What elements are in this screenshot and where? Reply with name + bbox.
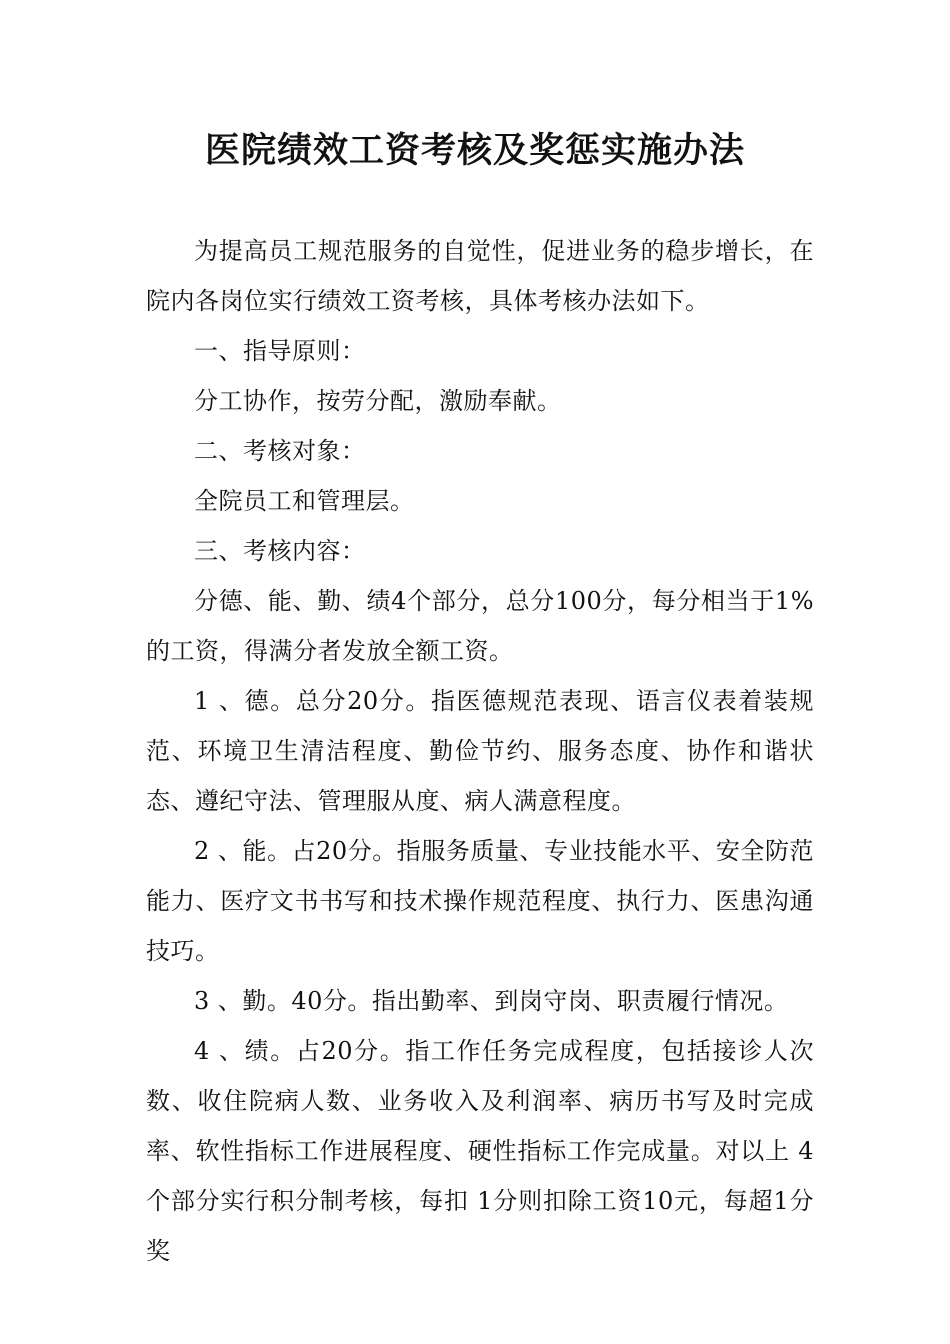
section-heading-content: 三、考核内容： [194, 537, 366, 565]
targets-paragraph: 全院员工和管理层。 [194, 487, 415, 515]
intro-paragraph: 为提高员工规范服务的自觉性，促进业务的稳步增长，在院内各岗位实行绩效工资考核，具体考核办法如下。 [146, 237, 814, 315]
document-body [146, 226, 814, 1276]
document-title: 医院绩效工资考核及奖惩实施办法 [204, 130, 745, 171]
section-heading-principles: 一、指导原则： [194, 337, 366, 365]
item-performance-paragraph: 4 、绩。占20分。指工作任务完成程度，包括接诊人次数、收住院病人数、业务收入及利润率、病历书写及时完成率、软性指标工作进展程度、硬性指标工作完成量。对以上 4个部分实行积分制考核，每扣 1分则扣除工资10元，每超1分奖 [146, 1037, 814, 1265]
item-diligence-paragraph: 3 、勤。40分。指出勤率、到岗守岗、职责履行情况。 [194, 987, 789, 1015]
item-virtue-paragraph: 1 、德。总分20分。指医德规范表现、语言仪表着装规范、环境卫生清洁程度、勤俭节约、服务态度、协作和谐状态、遵纪守法、管理服从度、病人满意程度。 [146, 687, 814, 815]
principles-paragraph: 分工协作，按劳分配，激励奉献。 [194, 387, 562, 415]
content-overview-paragraph: 分德、能、勤、绩4个部分，总分100分，每分相当于1%的工资，得满分者发放全额工资。 [146, 587, 814, 665]
section-heading-targets: 二、考核对象： [194, 437, 366, 465]
item-ability-paragraph: 2 、能。占20分。指服务质量、专业技能水平、安全防范能力、医疗文书书写和技术操作规范程度、执行力、医患沟通技巧。 [146, 837, 814, 965]
